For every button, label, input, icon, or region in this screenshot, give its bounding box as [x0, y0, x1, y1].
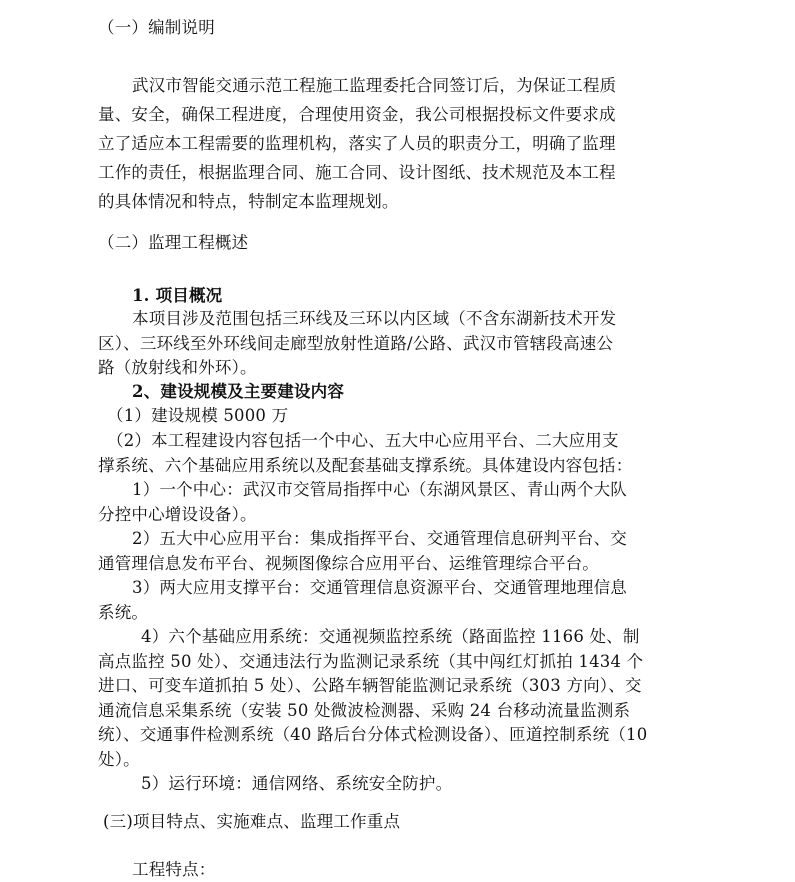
item4-line-2: 高点监控 50 处）、交通违法行为监测记录系统（其中闯红灯抓拍 1434 个	[98, 652, 644, 671]
item4-line-5: 统）、交通事件检测系统（40 路后台分体式检测设备）、匝道控制系统（10	[98, 725, 648, 744]
bottom-partial-line: 工程特点：	[132, 860, 216, 879]
section-heading-2: （二）监理工程概述	[98, 233, 249, 252]
intro-line-3: 立了适应本工程需要的监理机构，落实了人员的职责分工，明确了监理	[98, 134, 616, 153]
sub1-line-3: 路（放射线和外环）。	[98, 358, 257, 377]
item5-line: 5）运行环境：通信网络、系统安全防护。	[141, 774, 453, 793]
scale-line: （1）建设规模 5000 万	[107, 406, 289, 425]
subsection-title-2: 2、建设规模及主要建设内容	[132, 382, 345, 401]
item4-line-3: 进口、可变车道抓拍 5 处）、公路车辆智能监测记录系统（303 方向）、交	[98, 676, 642, 695]
subsection-title-1: 1. 项目概况	[132, 286, 223, 305]
section-heading-3: (三)项目特点、实施难点、监理工作重点	[103, 812, 401, 831]
item1-line-1: 1）一个中心：武汉市交管局指挥中心（东湖风景区、青山两个大队	[132, 480, 627, 499]
intro-line-4: 工作的责任，根据监理合同、施工合同、设计图纸、技术规范及本工程	[98, 163, 616, 182]
section-heading-1: （一）编制说明	[98, 18, 215, 37]
item1-line-2: 分控中心增设设备）。	[98, 505, 257, 524]
item4-line-4: 通流信息采集系统（安装 50 处微波检测器、采购 24 台移动流量监测系	[98, 701, 631, 720]
item2-line-2: 通管理信息发布平台、视频图像综合应用平台、运维管理综合平台。	[98, 554, 599, 573]
sub1-line-2: 区）、三环线至外环线间走廊型放射性道路/公路、武汉市管辖段高速公	[98, 334, 614, 353]
sub1-line-1: 本项目涉及范围包括三环线及三环以内区域（不含东湖新技术开发	[132, 309, 617, 328]
content-line-2: 撑系统、六个基础应用系统以及配套基础支撑系统。具体建设内容包括：	[98, 456, 633, 475]
intro-line-2: 量、安全，确保工程进度，合理使用资金，我公司根据投标文件要求成	[98, 105, 616, 124]
intro-line-5: 的具体情况和特点，特制定本监理规划。	[98, 192, 399, 211]
intro-line-1: 武汉市智能交通示范工程施工监理委托合同签订后，为保证工程质	[132, 76, 617, 95]
item3-line-1: 3）两大应用支撑平台：交通管理信息资源平台、交通管理地理信息	[132, 578, 627, 597]
item3-line-2: 系统。	[98, 603, 149, 622]
content-line-1: （2）本工程建设内容包括一个中心、五大中心应用平台、二大应用支	[107, 431, 619, 450]
item2-line-1: 2）五大中心应用平台：集成指挥平台、交通管理信息研判平台、交	[132, 529, 627, 548]
item4-line-6: 处）。	[98, 750, 140, 769]
item4-line-1: 4）六个基础应用系统：交通视频监控系统（路面监控 1166 处、制	[141, 627, 640, 646]
